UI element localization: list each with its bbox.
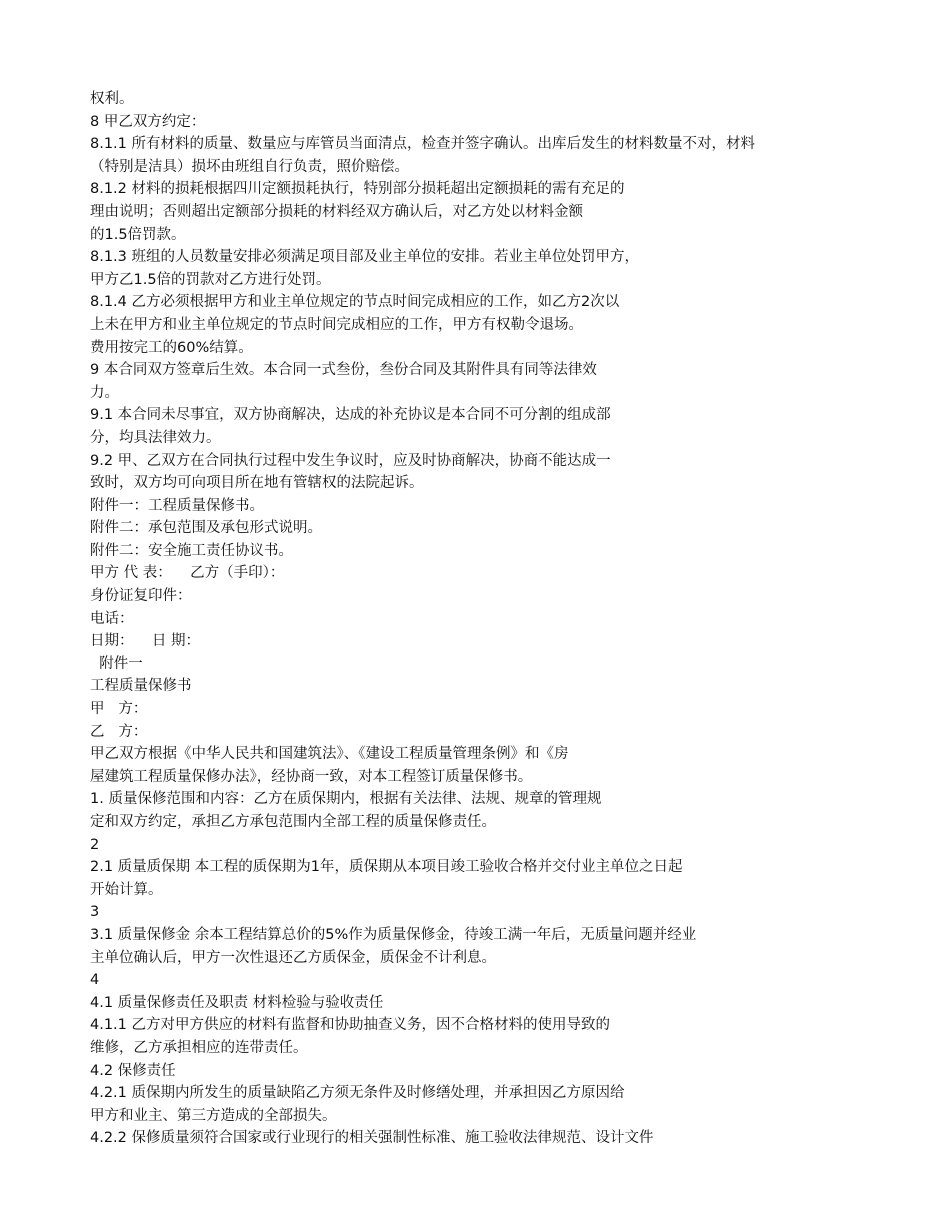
document-line: 屋建筑工程质量保修办法》，经协商一致，对本工程签订质量保修书。 [90,768,533,785]
document-line: 力。 [90,384,119,401]
document-line: 工程质量保修书 [90,678,192,695]
document-line: 3.1 质量保修金 余本工程结算总价的5%作为质量保修金，待竣工满一年后，无质量问题并经业 [90,926,697,943]
document-line: 致时，双方均可向项目所在地有管辖权的法院起诉。 [90,475,424,492]
document-line: 电话： [90,610,134,627]
document-line: 甲方乙1.5倍的罚款对乙方进行处罚。 [90,271,331,288]
document-line: （特别是洁具）损坏由班组自行负责，照价赔偿。 [90,158,409,175]
document-line: 8.1.1 所有材料的质量、数量应与库管员当面清点，检查并签字确认。出库后发生的材料数量不对，材料 [90,136,755,153]
document-line: 4 [90,972,100,989]
document-line: 甲乙双方根据《中华人民共和国建筑法》、《建设工程质量管理条例》和《房 [90,746,569,763]
document-line: 甲 方： [90,701,148,718]
document-line: 附件一：工程质量保修书。 [90,497,264,514]
document-line: 身份证复印件： [90,588,192,605]
document-line: 分，均具法律效力。 [90,429,221,446]
document-line: 9.1 本合同未尽事宜，双方协商解决，达成的补充协议是本合同不可分割的组成部 [90,407,611,424]
document-line: 4.1 质量保修责任及职责 材料检验与验收责任 [90,994,384,1011]
document-line: 开始计算。 [90,881,163,898]
document-line: 4.2.2 保修质量须符合国家或行业现行的相关强制性标准、施工验收法律规范、设计文件 [90,1130,654,1147]
document-line: 4.2.1 质保期内所发生的质量缺陷乙方须无条件及时修缮处理，并承担因乙方原因给 [90,1085,625,1102]
document-line: 8 甲乙双方约定： [90,113,206,130]
document-line: 1. 质量保修范围和内容：乙方在质保期内，根据有关法律、法规、规章的管理规 [90,791,602,808]
document-line: 的1.5倍罚款。 [90,226,186,243]
document-line: 8.1.2 材料的损耗根据四川定额损耗执行，特别部分损耗超出定额损耗的需有充足的 [90,181,625,198]
document-line: 定和双方约定，承担乙方承包范围内全部工程的质量保修责任。 [90,814,496,830]
document-line: 甲方和业主、第三方造成的全部损失。 [90,1107,337,1124]
document-line: 4.2 保修责任 [90,1062,176,1079]
document-body [90,88,890,1150]
document-line: 3 [90,904,100,921]
document-line: 上未在甲方和业主单位规定的节点时间完成相应的工作，甲方有权勒令退场。 [90,316,583,333]
document-line: 主单位确认后，甲方一次性退还乙方质保金，质保金不计利息。 [90,949,496,966]
document-line: 附件二：安全施工责任协议书。 [90,542,293,559]
document-line: 2.1 质量质保期 本工程的质保期为1年，质保期从本项目竣工验收合格并交付业主单位之日起 [90,859,683,876]
document-line: 4.1.1 乙方对甲方供应的材料有监督和协助抽查义务，因不合格材料的使用导致的 [90,1017,611,1034]
document-line: 8.1.4 乙方必须根据甲方和业主单位规定的节点时间完成相应的工作，如乙方2次以 [90,294,620,311]
document-line: 9.2 甲、乙双方在合同执行过程中发生争议时，应及时协商解决，协商不能达成一 [90,452,611,469]
document-line: 乙 方： [90,723,148,740]
document-line: 附件一 [90,655,143,672]
document-line: 费用按完工的60%结算。 [90,339,253,356]
document-line: 甲方 代 表： 乙方（手印）： [90,565,285,582]
document-line: 9 本合同双方签章后生效。本合同一式叁份，叁份合同及其附件具有同等法律效 [90,362,597,379]
document-line: 日期： 日 期： [90,633,201,650]
document-line: 权利。 [90,91,134,107]
document-line: 8.1.3 班组的人员数量安排必须满足项目部及业主单位的安排。若业主单位处罚甲方， [90,249,640,266]
document-line: 维修，乙方承担相应的连带责任。 [90,1039,308,1056]
document-line: 理由说明；否则超出定额部分损耗的材料经双方确认后，对乙方处以材料金额 [90,203,583,220]
document-line: 附件二：承包范围及承包形式说明。 [90,520,322,537]
document-line: 2 [90,836,100,853]
